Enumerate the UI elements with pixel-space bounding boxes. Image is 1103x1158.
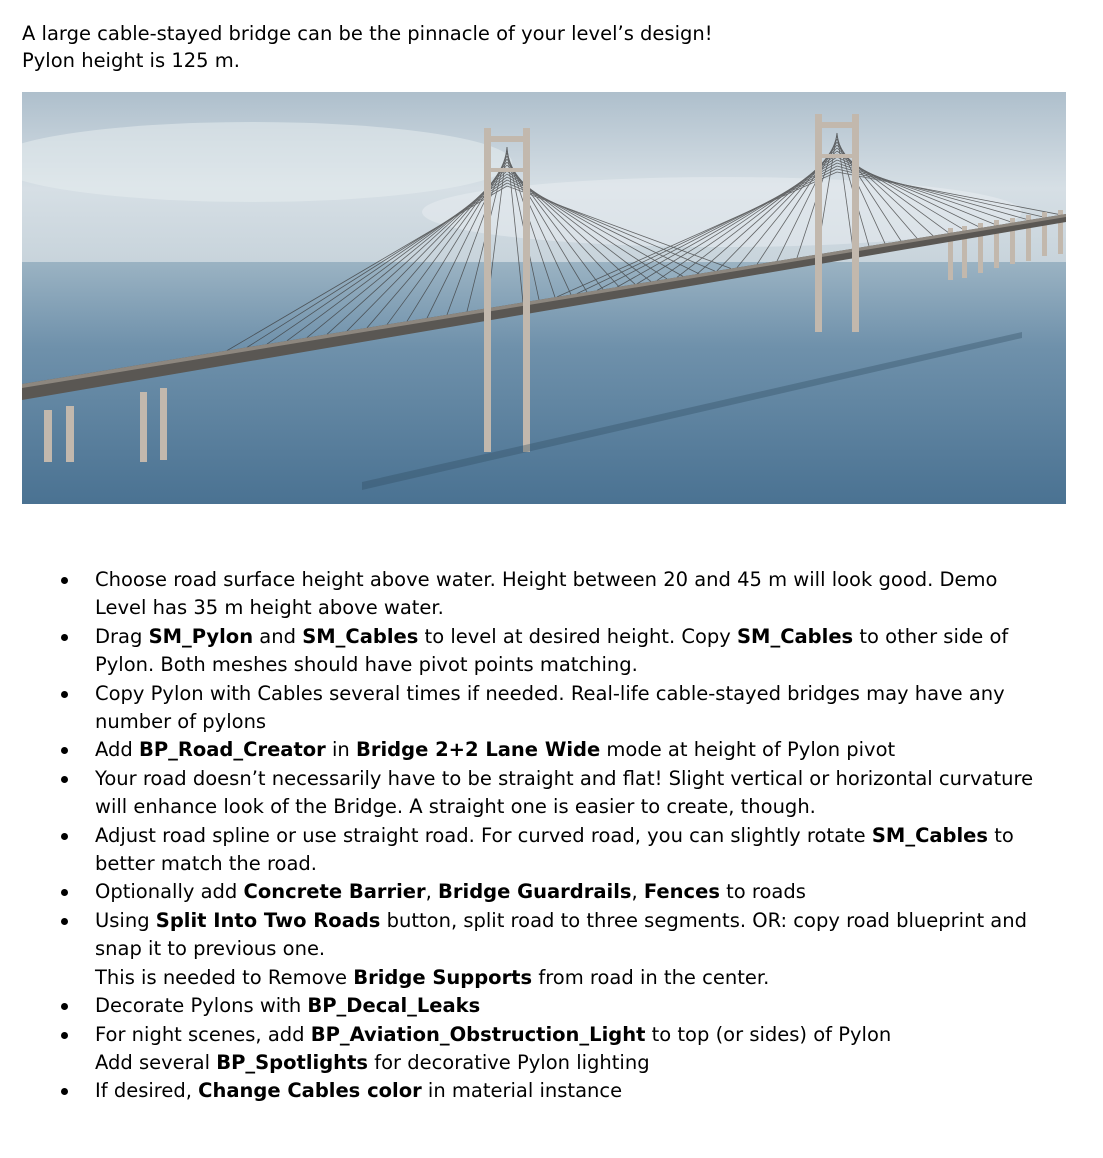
text: Using [95, 908, 156, 932]
text: This is needed to Remove [95, 965, 354, 989]
text: For night scenes, add [95, 1022, 311, 1046]
list-item [56, 878, 1086, 906]
list-item [56, 1021, 1086, 1078]
text: to [988, 823, 1014, 847]
bridge-support [160, 388, 167, 460]
list-item [56, 566, 1086, 623]
instruction-list [56, 566, 1086, 1106]
asset-name: SM_Cables [737, 624, 854, 648]
bridge-support [44, 410, 52, 462]
list-item [56, 680, 1086, 737]
pylon-crossbeam [484, 136, 530, 142]
asset-name: BP_Road_Creator [138, 738, 326, 762]
text: Decorate Pylons with [95, 994, 308, 1018]
text: Adjust road spline or use straight road. For curved road, you can slightly rotate [95, 823, 872, 847]
text: in [325, 738, 356, 762]
asset-name: BP_Spotlights [216, 1050, 368, 1074]
intro [22, 20, 713, 74]
button-name: Split Into Two Roads [155, 908, 381, 932]
pylon-leg [852, 114, 859, 332]
bridge-support [140, 392, 147, 462]
text: button, split road to three segments. OR: copy road blueprint and [380, 908, 1027, 932]
list-item [56, 1077, 1086, 1105]
asset-name: Concrete Barrier [243, 880, 426, 904]
bridge-support [66, 406, 74, 462]
text: to level at desired height. Copy [418, 624, 738, 648]
pylon-leg [815, 114, 822, 332]
text: and [253, 624, 303, 648]
asset-name: Fences [643, 880, 720, 904]
bridge-photo [22, 92, 1066, 504]
text: Add [95, 738, 139, 762]
water [22, 262, 1066, 504]
text: , [631, 880, 644, 904]
pylon-leg [523, 128, 530, 452]
pylon-crossbeam [815, 122, 859, 128]
asset-name: SM_Cables [871, 823, 989, 847]
list-item [56, 907, 1086, 992]
text: , [425, 880, 439, 904]
mode-name: Bridge 2+2 Lane Wide [355, 738, 601, 762]
list-item-text: better match the road. [95, 852, 317, 876]
text: to roads [719, 880, 806, 904]
asset-name: BP_Aviation_Obstruction_Light [310, 1022, 646, 1046]
list-item [56, 765, 1086, 822]
intro-line-2: Pylon height is 125 m. [22, 49, 240, 72]
list-item-text: Pylon. Both meshes should have pivot points matching. [95, 653, 638, 677]
list-item-text: Copy Pylon with Cables several times if needed. Real-life cable-stayed bridges may have any [95, 681, 1005, 705]
list-item [56, 992, 1086, 1020]
text: to other side of [853, 624, 1009, 648]
text: If desired, [95, 1079, 199, 1103]
text: Drag [95, 624, 149, 648]
intro-line-1: A large cable-stayed bridge can be the pinnacle of your level’s design! [22, 22, 713, 45]
text: Add several [95, 1050, 217, 1074]
text: mode at height of Pylon pivot [600, 738, 896, 762]
list-item [56, 623, 1086, 680]
bridge-illustration [22, 92, 1066, 504]
text: for decorative Pylon lighting [368, 1050, 650, 1074]
asset-name: SM_Pylon [148, 624, 254, 648]
list-item [56, 822, 1086, 879]
text: to top (or sides) of Pylon [645, 1022, 892, 1046]
text: Optionally add [95, 880, 244, 904]
asset-name: BP_Decal_Leaks [307, 994, 481, 1018]
list-item [56, 736, 1086, 764]
action-name: Change Cables color [198, 1079, 422, 1103]
asset-name: Bridge Guardrails [438, 880, 632, 904]
asset-name: Bridge Supports [353, 965, 533, 989]
pylon-crossbeam [815, 154, 859, 158]
list-item-text: snap it to previous one. [95, 937, 326, 961]
list-item-text: Your road doesn’t necessarily have to be straight and flat! Slight vertical or horizontal curvature [95, 766, 1034, 790]
asset-name: SM_Cables [302, 624, 419, 648]
list-item-text: number of pylons [95, 710, 267, 734]
list-item-text: Level has 35 m height above water. [95, 596, 444, 620]
list-item-text: Choose road surface height above water. Height between 20 and 45 m will look good. Demo [95, 568, 998, 591]
pylon-leg [484, 128, 491, 452]
text: in material instance [421, 1079, 623, 1103]
list-item-text: will enhance look of the Bridge. A straight one is easier to create, though. [95, 795, 816, 819]
text: from road in the center. [532, 965, 770, 989]
pylon-crossbeam [484, 168, 530, 172]
